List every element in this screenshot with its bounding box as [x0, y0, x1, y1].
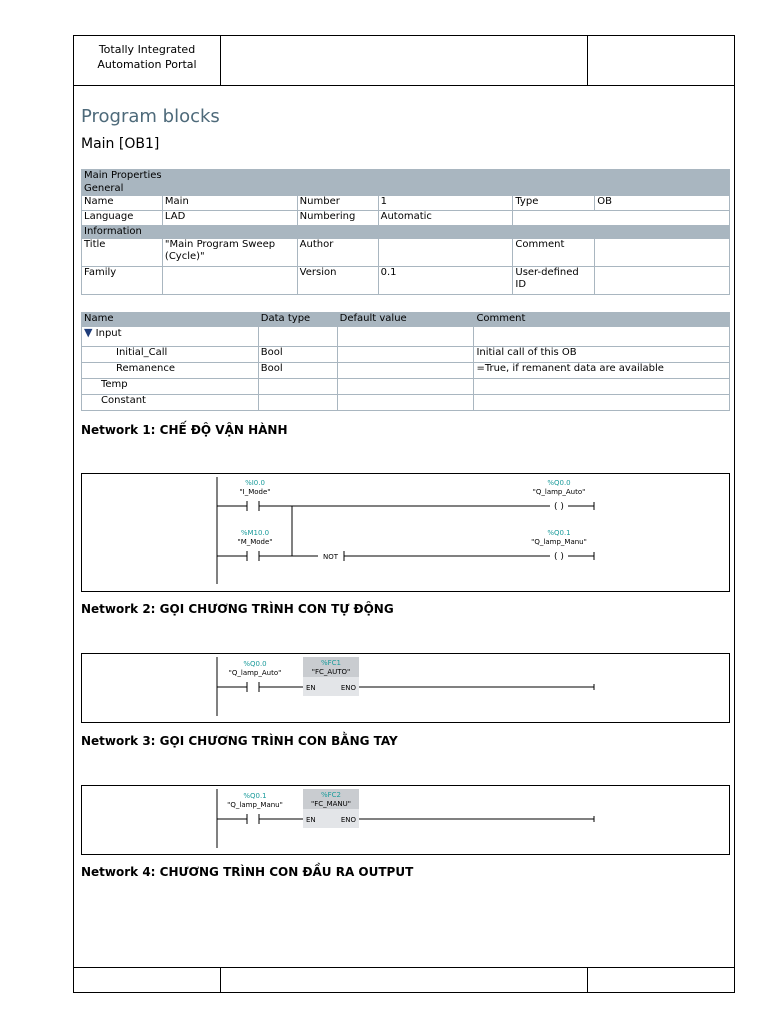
- triangle-down-icon: ▼: [84, 326, 93, 339]
- block-title: Main [OB1]: [81, 136, 160, 152]
- header-portal-cell: [74, 36, 221, 85]
- n3-en: EN: [306, 816, 316, 824]
- row-comment: [474, 327, 730, 347]
- version-value: 0.1: [378, 267, 513, 295]
- comment-value: [595, 239, 730, 267]
- table-row: [82, 395, 730, 411]
- name-value: Main: [162, 196, 297, 211]
- properties-table: [81, 169, 730, 295]
- n1-c1-tag: "I_Mode": [239, 488, 271, 496]
- row-default: [337, 395, 474, 411]
- n1-coil1-tag: "Q_lamp_Auto": [532, 488, 586, 496]
- row-default: [337, 327, 474, 347]
- col-default: Default value: [337, 313, 474, 327]
- version-label: Version: [297, 267, 378, 295]
- portal-line-2: Automation Portal: [97, 58, 197, 71]
- row-type: [258, 327, 337, 347]
- network-3-ladder: [82, 786, 729, 854]
- n1-c2-tag: "M_Mode": [237, 538, 273, 546]
- number-value: 1: [378, 196, 513, 211]
- n1-not-label: NOT: [323, 553, 339, 561]
- user-defined-id-line-1: User-defined: [515, 267, 579, 278]
- n3-c-tag: "Q_lamp_Manu": [227, 801, 283, 809]
- user-defined-id-value: [595, 267, 730, 295]
- network-4-title: Network 4: CHƯƠNG TRÌNH CON ĐẦU RA OUTPUT: [81, 865, 414, 879]
- n3-fc-addr: %FC2: [320, 791, 342, 799]
- network-2-diagram: [81, 653, 730, 723]
- col-name: Name: [82, 313, 259, 327]
- n2-c-tag: "Q_lamp_Auto": [228, 669, 282, 677]
- n1-c1-addr: %I0.0: [245, 479, 265, 487]
- interface-table: [81, 312, 730, 411]
- portal-name: [74, 42, 220, 72]
- network-2-title: Network 2: GỌI CHƯƠNG TRÌNH CON TỰ ĐỘNG: [81, 602, 394, 616]
- bar-general: General: [82, 183, 730, 196]
- name-label: Name: [82, 196, 163, 211]
- comment-label: Comment: [513, 239, 595, 267]
- portal-line-1: Totally Integrated: [98, 43, 196, 56]
- footer-left-cell: [74, 967, 221, 992]
- row-comment: [474, 395, 730, 411]
- table-row: [82, 347, 730, 363]
- user-defined-id-label: [513, 267, 595, 295]
- network-1-diagram: [81, 473, 730, 592]
- n1-coil2-addr: %Q0.1: [547, 529, 571, 537]
- row-name: Constant: [82, 395, 259, 411]
- n3-fc-name: "FC_MANU": [310, 800, 352, 808]
- row-type: Bool: [258, 347, 337, 363]
- language-value: LAD: [162, 211, 297, 226]
- row-type: [258, 379, 337, 395]
- col-datatype: Data type: [258, 313, 337, 327]
- family-label: Family: [82, 267, 163, 295]
- row-type: Bool: [258, 363, 337, 379]
- page-frame: [73, 35, 735, 993]
- title-label: Title: [82, 239, 163, 267]
- title-value-line-1: "Main Program Sweep: [164, 239, 276, 250]
- bar-information: Information: [82, 226, 730, 239]
- n1-coil1-addr: %Q0.0: [547, 479, 571, 487]
- row-comment: [474, 379, 730, 395]
- network-3-diagram: [81, 785, 730, 855]
- row-default: [337, 363, 474, 379]
- n2-fc-name: "FC_AUTO": [311, 668, 351, 676]
- network-3-title: Network 3: GỌI CHƯƠNG TRÌNH CON BẰNG TAY: [81, 734, 398, 748]
- n3-c-addr: %Q0.1: [243, 792, 267, 800]
- n2-eno: ENO: [340, 684, 356, 692]
- title-value: [162, 239, 297, 267]
- col-comment: Comment: [474, 313, 730, 327]
- row-type: [258, 395, 337, 411]
- n3-eno: ENO: [340, 816, 356, 824]
- footer-middle-cell: [221, 967, 588, 992]
- table-row: [82, 327, 730, 347]
- section-title: Program blocks: [81, 106, 220, 127]
- author-label: Author: [297, 239, 378, 267]
- family-value: [162, 267, 297, 295]
- n2-en: EN: [306, 684, 316, 692]
- type-label: Type: [513, 196, 595, 211]
- row-name: Initial_Call: [82, 347, 259, 363]
- header-middle-cell: [221, 36, 588, 85]
- n1-coil2-symbol: ( ): [554, 552, 564, 562]
- n2-c-addr: %Q0.0: [243, 660, 267, 668]
- numbering-value: Automatic: [378, 211, 513, 226]
- network-1-ladder: [82, 474, 729, 591]
- row-comment: =True, if remanent data are available: [474, 363, 730, 379]
- number-label: Number: [297, 196, 378, 211]
- row-default: [337, 347, 474, 363]
- network-1-title: Network 1: CHẾ ĐỘ VẬN HÀNH: [81, 423, 288, 437]
- language-label: Language: [82, 211, 163, 226]
- row-name: Temp: [82, 379, 259, 395]
- table-row: [82, 363, 730, 379]
- n1-coil2-tag: "Q_lamp_Manu": [531, 538, 587, 546]
- n1-coil1-symbol: ( ): [554, 502, 564, 512]
- type-value: OB: [595, 196, 730, 211]
- n1-c2-addr: %M10.0: [240, 529, 270, 537]
- title-value-line-2: (Cycle)": [164, 251, 205, 262]
- n2-fc-addr: %FC1: [320, 659, 342, 667]
- empty-cell: [513, 211, 730, 226]
- row-default: [337, 379, 474, 395]
- numbering-label: Numbering: [297, 211, 378, 226]
- table-row: [82, 379, 730, 395]
- network-2-ladder: [82, 654, 729, 722]
- user-defined-id-line-2: ID: [515, 279, 527, 290]
- bar-main-properties: Main Properties: [82, 170, 730, 183]
- row-name-cell: [82, 327, 259, 347]
- row-name: Input: [95, 328, 122, 339]
- author-value: [378, 239, 513, 267]
- header-divider: [74, 85, 734, 86]
- row-comment: Initial call of this OB: [474, 347, 730, 363]
- row-name: Remanence: [82, 363, 259, 379]
